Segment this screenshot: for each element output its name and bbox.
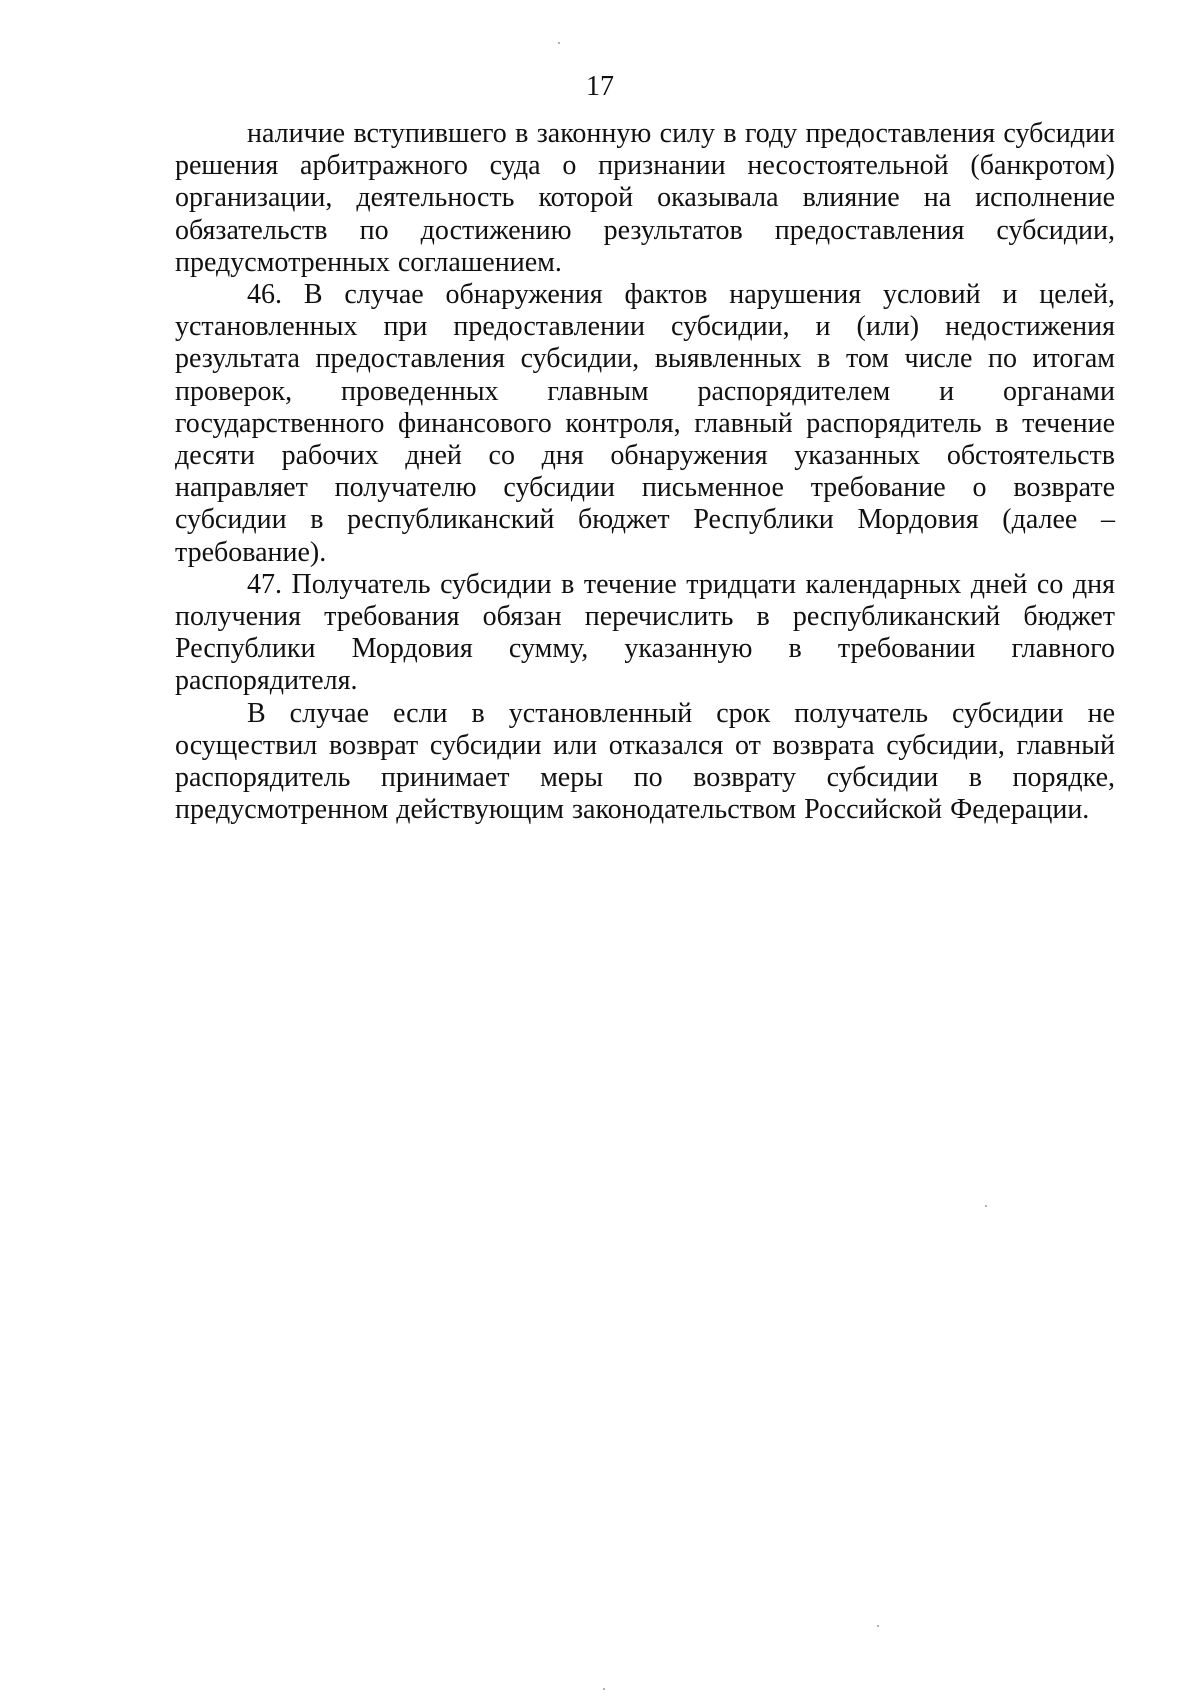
scan-speck xyxy=(603,1688,605,1690)
paragraph-bankruptcy-condition: наличие вступившего в законную силу в году предоставления субсидии решения арбитражного суда о признании несостоятельной (банкротом) организации, деятельность которой оказывала влияние на исполнение обязательств по достижению результатов предоставления субсидии, предусмотренных соглашением. xyxy=(175,118,1115,278)
scan-speck xyxy=(985,1205,987,1207)
page-number: 17 xyxy=(586,71,614,102)
scan-speck xyxy=(558,42,560,44)
paragraph-47: 47. Получатель субсидии в течение тридцати календарных дней со дня получения требования обязан перечислить в республиканский бюджет Республики Мордовия сумму, указанную в требовании главного распорядителя. xyxy=(175,568,1115,697)
paragraph-refund-measures: В случае если в установленный срок получатель субсидии не осуществил возврат субсидии или отказался от возврата субсидии, главный распорядитель принимает меры по возврату субсидии в порядке, предусмотренном действующим законодательством Российской Федерации. xyxy=(175,697,1115,826)
document-body xyxy=(175,118,1115,826)
paragraph-46: 46. В случае обнаружения фактов нарушения условий и целей, установленных при предоставлении субсидии, и (или) недостижения результата предоставления субсидии, выявленных в том числе по итогам проверок, проведенных главным распорядителем и органами государственного финансового контроля, главный распорядитель в течение десяти рабочих дней со дня обнаружения указанных обстоятельств направляет получателю субсидии письменное требование о возврате субсидии в республиканский бюджет Республики Мордовия (далее – требование). xyxy=(175,279,1115,568)
scan-speck xyxy=(877,1625,879,1627)
